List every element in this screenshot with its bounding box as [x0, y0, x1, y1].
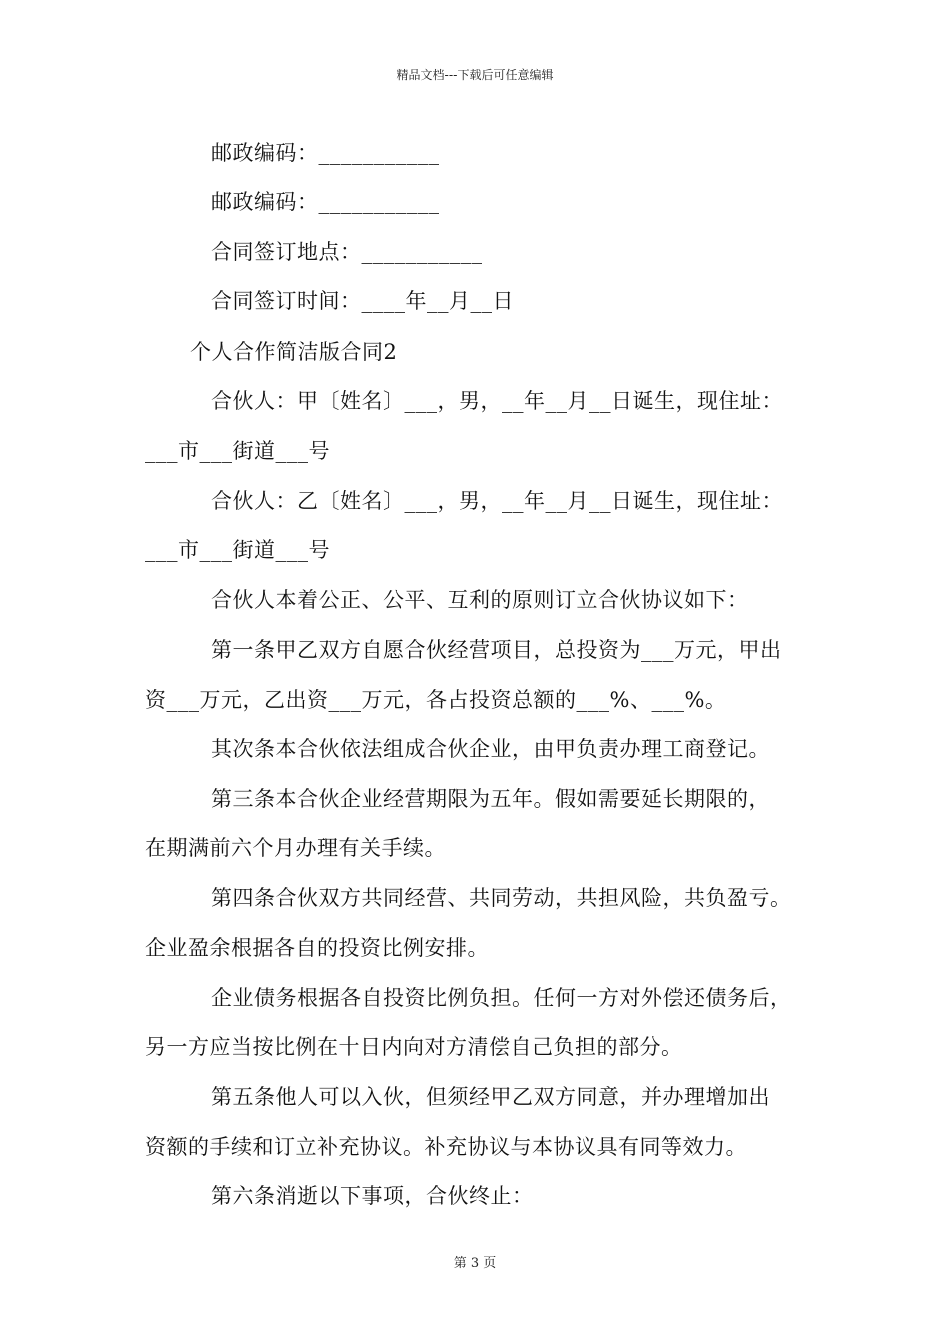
article-2-line: 其次条本合伙依法组成合伙企业，由甲负责办理工商登记。	[211, 737, 770, 761]
article-1-line-2: 资___万元，乙出资___万元，各占投资总额的___%、___%。	[145, 688, 727, 712]
article-4-line-1: 第四条合伙双方共同经营、共同劳动，共担风险，共负盈亏。	[211, 886, 792, 910]
agreement-intro: 合伙人本着公正、公平、互利的原则订立合伙协议如下：	[211, 588, 749, 612]
postal-code-line-1: 邮政编码：___________	[211, 141, 440, 165]
signing-time-line: 合同签订时间：____年__月__日	[211, 289, 514, 313]
postal-code-line-2: 邮政编码：___________	[211, 190, 440, 214]
partner-a-address: ___市___街道___号	[145, 439, 330, 463]
contract-title: 个人合作简洁版合同2	[190, 340, 398, 364]
page-number: 第 3 页	[453, 1256, 497, 1271]
partner-b-address: ___市___街道___号	[145, 538, 330, 562]
article-4-line-2: 企业盈余根据各自的投资比例安排。	[145, 936, 489, 960]
article-4-line-3: 企业债务根据各自投资比例负担。任何一方对外偿还债务后，	[211, 986, 792, 1010]
article-4-line-4: 另一方应当按比例在十日内向对方清偿自己负担的部分。	[145, 1035, 683, 1059]
article-5-line-1: 第五条他人可以入伙，但须经甲乙双方同意，并办理增加出	[211, 1085, 770, 1109]
article-5-line-2: 资额的手续和订立补充协议。补充协议与本协议具有同等效力。	[145, 1135, 747, 1159]
page-header: 精品文档---下载后可任意编辑	[396, 68, 554, 82]
article-3-line-1: 第三条本合伙企业经营期限为五年。假如需要延长期限的，	[211, 787, 770, 811]
signing-place-line: 合同签订地点：___________	[211, 240, 483, 264]
partner-a-line: 合伙人：甲〔姓名〕___，男，__年__月__日诞生，现住址：	[211, 389, 783, 413]
partner-b-line: 合伙人：乙〔姓名〕___，男，__年__月__日诞生，现住址：	[211, 489, 783, 513]
article-1-line-1: 第一条甲乙双方自愿合伙经营项目，总投资为___万元，甲出	[211, 638, 782, 662]
article-3-line-2: 在期满前六个月办理有关手续。	[145, 836, 446, 860]
article-6-line: 第六条消逝以下事项，合伙终止：	[211, 1184, 534, 1208]
